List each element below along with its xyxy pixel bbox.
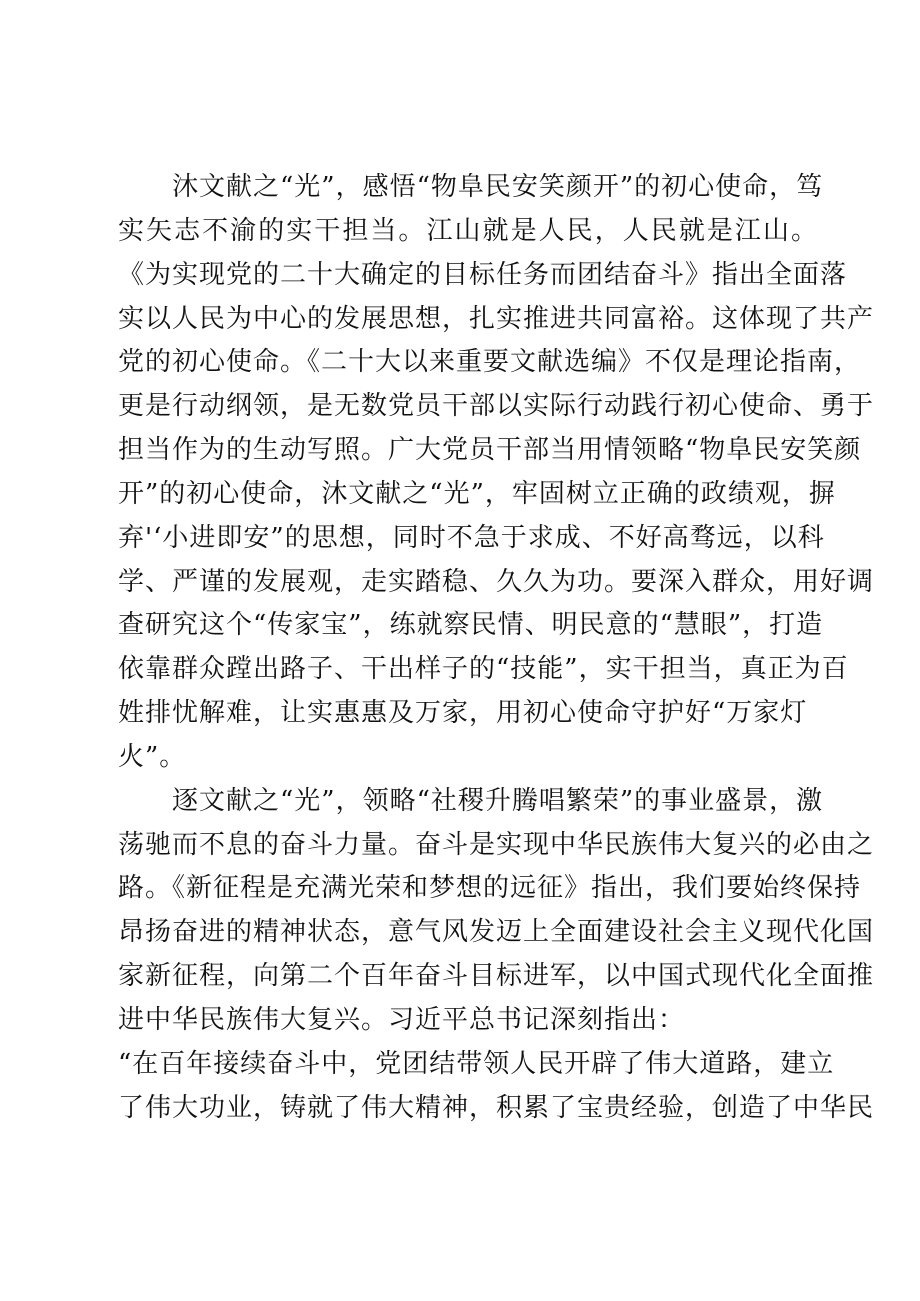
- paragraph-2-line-2: 荡驰而不息的奋斗力量。奋斗是实现中华民族伟大复兴的必由之: [118, 830, 875, 860]
- paragraph-2-line-5: 家新征程，向第二个百年奋斗目标进军，以中国式现代化全面推: [118, 961, 875, 991]
- paragraph-1-line-3: 《为实现党的二十大确定的目标任务而团结奋斗》指出全面落: [118, 260, 848, 290]
- paragraph-2-line-4: 昂扬奋进的精神状态，意气风发迈上全面建设社会主义现代化国: [118, 917, 875, 947]
- paragraph-1-line-13: 姓排忧解难，让实惠惠及万家，用初心使命守护好“万家灯: [118, 698, 808, 728]
- paragraph-1-line-2: 实矢志不渝的实干担当。江山就是人民，人民就是江山。: [118, 216, 818, 246]
- paragraph-1-line-10: 学、严谨的发展观，走实踏稳、久久为功。要深入群众，用好调: [118, 567, 875, 597]
- paragraph-1-line-7: 担当作为的生动写照。广大党员干部当用情领略“物阜民安笑颜: [118, 435, 862, 465]
- quote-line-1: “在百年接续奋斗中，党团结带领人民开辟了伟大道路，建立: [118, 1049, 835, 1079]
- quote-line-2: 了伟大功业，铸就了伟大精神，积累了宝贵经验，创造了中华民: [118, 1093, 875, 1123]
- paragraph-1-line-4: 实以人民为中心的发展思想，扎实推进共同富裕。这体现了共产: [118, 304, 875, 334]
- paragraph-1-line-6: 更是行动纲领，是无数党员干部以实际行动践行初心使命、勇于: [118, 391, 875, 421]
- paragraph-1-line-5: 党的初心使命。《二十大以来重要文献选编》不仅是理论指南，: [118, 347, 862, 377]
- paragraph-1-line-8: 开”的初心使命，沐文献之“光”，牢固树立正确的政绩观，摒: [118, 479, 836, 509]
- paragraph-1-line-1: 沐文献之“光”，感悟“物阜民安笑颜开”的初心使命，笃: [172, 172, 824, 202]
- paragraph-1-line-9: 弃'‘小进即安”的思想，同时不急于求成、不好高骛远，以科: [118, 523, 825, 553]
- paragraph-1-line-11: 查研究这个“传家宝”，练就察民情、明民意的“慧眼”，打造: [118, 610, 824, 640]
- paragraph-1-line-14: 火”。: [118, 742, 187, 772]
- paragraph-2-line-3: 路。《新征程是充满光荣和梦想的远征》指出，我们要始终保持: [118, 873, 862, 903]
- paragraph-1-line-12: 依靠群众蹚出路子、干出样子的“技能”，实干担当，真正为百: [118, 654, 849, 684]
- paragraph-2-line-6: 进中华民族伟大复兴。习近平总书记深刻指出：: [118, 1005, 686, 1035]
- paragraph-2-line-1: 逐文献之“光”，领略“社稷升腾唱繁荣”的事业盛景，激: [172, 786, 824, 816]
